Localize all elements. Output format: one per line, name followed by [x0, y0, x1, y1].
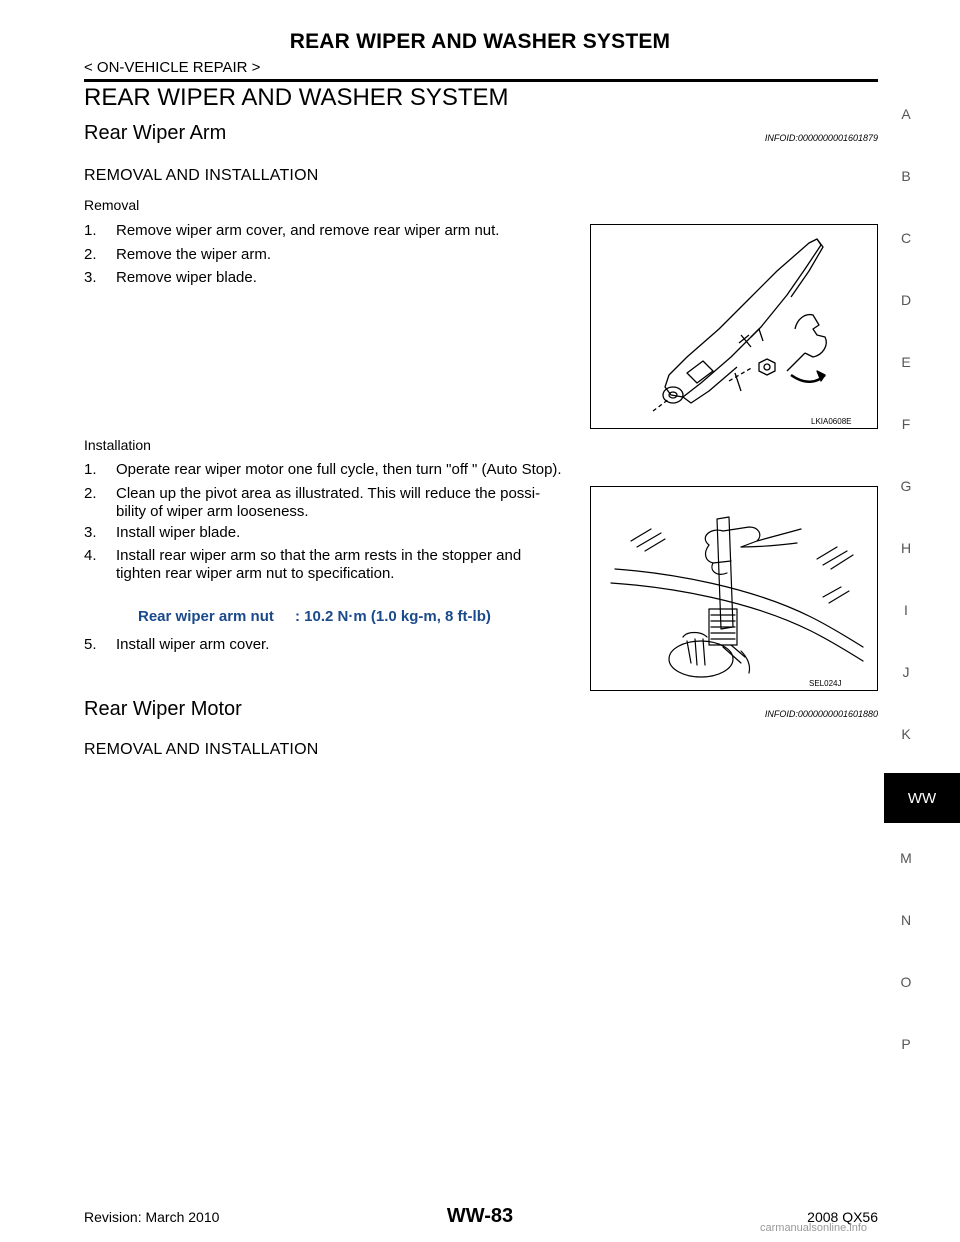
footer-page-number: WW-83: [446, 1205, 514, 1227]
step-text-continued: tighten rear wiper arm nut to specification.: [116, 565, 395, 582]
side-index-letter[interactable]: D: [900, 292, 912, 308]
step-text: Install wiper blade.: [116, 524, 241, 541]
step-text: Install rear wiper arm so that the arm rests in the stopper and: [116, 547, 522, 564]
step-text: Remove wiper blade.: [116, 269, 257, 286]
side-index-letter[interactable]: M: [900, 850, 912, 866]
side-index-active-tab[interactable]: WW: [884, 773, 960, 823]
running-header-title: REAR WIPER AND WASHER SYSTEM: [289, 30, 671, 53]
side-index-letter[interactable]: H: [900, 540, 912, 556]
step-text: Remove the wiper arm.: [116, 246, 272, 263]
side-index-letter[interactable]: B: [901, 168, 911, 184]
list-item: [84, 269, 564, 287]
label-removal: Removal: [84, 197, 140, 213]
side-index-letter[interactable]: K: [901, 726, 911, 742]
section-tag: < ON-VEHICLE REPAIR >: [84, 59, 261, 76]
figure-code: LKIA0608E: [811, 417, 852, 426]
side-index-letter[interactable]: J: [902, 664, 910, 680]
side-index-letter[interactable]: P: [901, 1036, 911, 1052]
step-number: 3.: [84, 524, 97, 541]
step-text: Remove wiper arm cover, and remove rear wiper arm nut.: [116, 222, 500, 239]
step-number: 5.: [84, 636, 97, 653]
step-text-continued: bility of wiper arm looseness.: [116, 503, 309, 520]
list-item: [84, 485, 564, 521]
step-number: 1.: [84, 461, 97, 478]
figure-wiper-arm-removal: [590, 224, 878, 429]
side-index-letter[interactable]: A: [901, 106, 911, 122]
watermark: carmanualsonline.info: [760, 1222, 868, 1234]
step-number: 2.: [84, 485, 97, 502]
list-item: [84, 524, 564, 542]
info-id: INFOID:0000000001601879: [764, 133, 878, 143]
list-item: [84, 222, 564, 240]
step-text: Operate rear wiper motor one full cycle, then turn "off " (Auto Stop).: [116, 461, 562, 478]
step-text: Install wiper arm cover.: [116, 636, 270, 653]
list-item: [84, 246, 564, 264]
side-index-letter[interactable]: G: [900, 478, 912, 494]
section-heading-rear-wiper-motor: Rear Wiper Motor: [84, 698, 242, 720]
wiper-arm-illustration: [591, 225, 877, 428]
subheading-removal-installation: REMOVAL AND INSTALLATION: [84, 167, 319, 184]
page-title: REAR WIPER AND WASHER SYSTEM: [84, 84, 509, 111]
label-installation: Installation: [84, 437, 151, 453]
info-id: INFOID:0000000001601880: [764, 709, 878, 719]
list-item: [84, 547, 564, 583]
side-index-letter[interactable]: I: [904, 602, 908, 618]
subheading-removal-installation: REMOVAL AND INSTALLATION: [84, 741, 319, 758]
step-number: 1.: [84, 222, 97, 239]
list-item: [84, 461, 644, 479]
side-index-letter[interactable]: C: [900, 230, 912, 246]
side-index-letter[interactable]: O: [900, 974, 912, 990]
footer-revision: Revision: March 2010: [84, 1209, 220, 1225]
side-index-letter[interactable]: N: [900, 912, 912, 928]
figure-code: SEL024J: [809, 679, 842, 688]
step-number: 2.: [84, 246, 97, 263]
side-index-letter[interactable]: F: [901, 416, 911, 432]
step-number: 3.: [84, 269, 97, 286]
pivot-cleaning-illustration: [591, 487, 877, 690]
torque-spec-value: : 10.2 N·m (1.0 kg-m, 8 ft-lb): [295, 608, 491, 625]
step-number: 4.: [84, 547, 97, 564]
header-divider: [84, 79, 878, 82]
side-index-letter[interactable]: E: [901, 354, 911, 370]
step-text: Clean up the pivot area as illustrated. This will reduce the possi-: [116, 485, 541, 502]
section-heading-rear-wiper-arm: Rear Wiper Arm: [84, 122, 227, 144]
footer-model: 2008 QX56: [807, 1209, 878, 1225]
list-item: [84, 636, 564, 654]
torque-spec-name: Rear wiper arm nut: [138, 608, 274, 625]
figure-pivot-cleaning: [590, 486, 878, 691]
